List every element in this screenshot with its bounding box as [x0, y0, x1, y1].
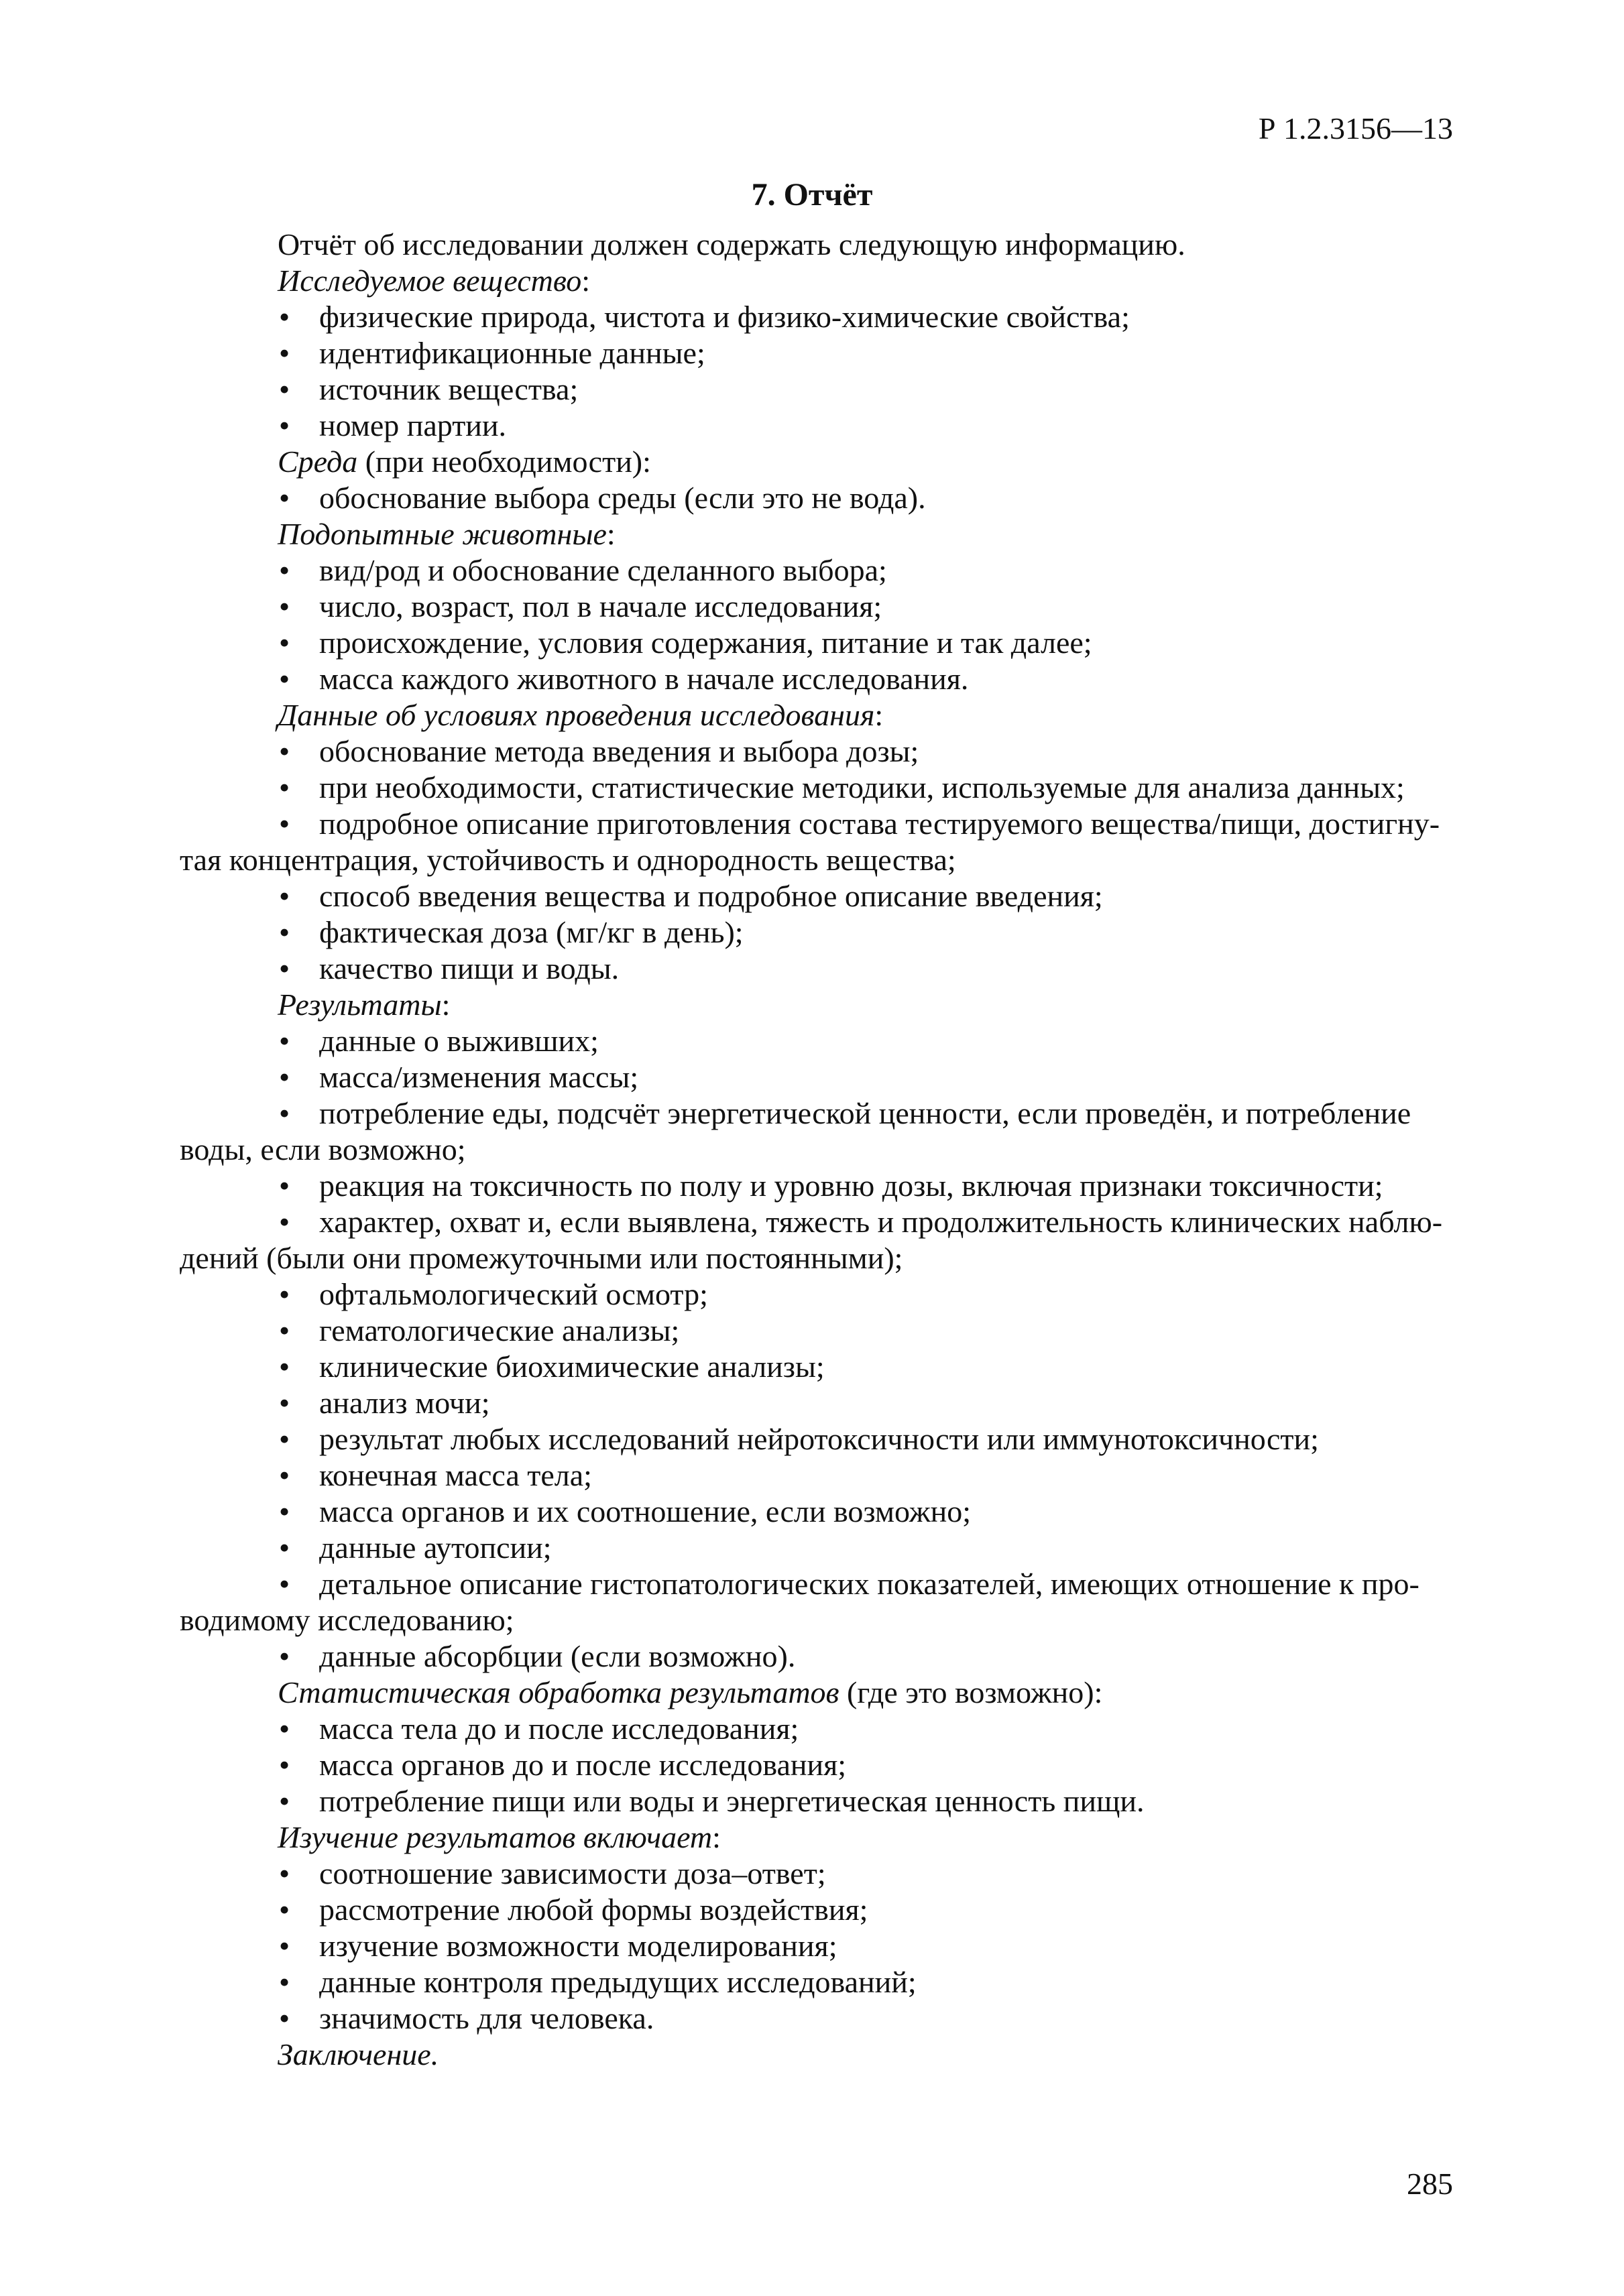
conclusion-heading: Заключение. — [278, 2037, 439, 2071]
document-code: Р 1.2.3156—13 — [1258, 111, 1453, 145]
list-item: • данные абсорбции (если возможно). — [180, 1638, 1455, 1675]
list-item: • результат любых исследований нейротоксичности или иммунотоксичности; — [180, 1421, 1455, 1457]
list-item: • способ введения вещества и подробное описание введения; — [180, 878, 1455, 914]
page-number: 285 — [1407, 2167, 1453, 2201]
list-item-wrapped: • детальное описание гистопатологических показателей, имеющих отношение к про- — [180, 1566, 1455, 1602]
list-item: • номер партии. — [180, 408, 1455, 444]
list-item: • масса органов и их соотношение, если возможно; — [180, 1494, 1455, 1530]
list-item: • масса каждого животного в начале исследования. — [180, 661, 1455, 697]
list-item: • офтальмологический осмотр; — [180, 1276, 1455, 1313]
list-item: • вид/род и обоснование сделанного выбора; — [180, 552, 1455, 589]
list-item: • гематологические анализы; — [180, 1313, 1455, 1349]
group-heading: Статистическая обработка результатов (где это возможно): — [278, 1675, 1103, 1709]
list-item: • реакция на токсичность по полу и уровню дозы, включая признаки токсичности; — [180, 1168, 1455, 1204]
list-item-wrapped: • характер, охват и, если выявлена, тяжесть и продолжительность клинических наблю- — [180, 1204, 1455, 1240]
group-heading: Данные об условиях проведения исследования: — [278, 698, 884, 732]
list-item: • обоснование выбора среды (если это не вода). — [180, 480, 1455, 516]
list-item: • качество пищи и воды. — [180, 951, 1455, 987]
list-item: • фактическая доза (мг/кг в день); — [180, 914, 1455, 951]
list-item: • данные контроля предыдущих исследований; — [180, 1964, 1455, 2000]
list-item-continuation: водимому исследованию; — [180, 1603, 514, 1637]
list-item: • источник вещества; — [180, 371, 1455, 408]
list-item: • обоснование метода введения и выбора дозы; — [180, 733, 1455, 770]
list-item-continuation: воды, если возможно; — [180, 1132, 466, 1166]
list-item: • клинические биохимические анализы; — [180, 1349, 1455, 1385]
section-heading: 7. Отчёт — [751, 177, 873, 213]
list-item: • физические природа, чистота и физико-химические свойства; — [180, 299, 1455, 335]
list-item-wrapped: • подробное описание приготовления состава тестируемого вещества/пищи, достигну- — [180, 806, 1455, 842]
list-item-continuation: дений (были они промежуточными или постоянными); — [180, 1241, 903, 1275]
group-heading: Изучение результатов включает: — [278, 1820, 721, 1854]
group-heading: Среда (при необходимости): — [278, 444, 651, 479]
list-item-wrapped: • потребление еды, подсчёт энергетической ценности, если проведён, и потребление — [180, 1095, 1455, 1132]
list-item: • масса тела до и после исследования; — [180, 1711, 1455, 1747]
list-item: • данные о выживших; — [180, 1023, 1455, 1059]
list-item: • значимость для человека. — [180, 2000, 1455, 2037]
list-item: • конечная масса тела; — [180, 1457, 1455, 1494]
list-item: • при необходимости, статистические методики, используемые для анализа данных; — [180, 770, 1455, 806]
list-item-continuation: тая концентрация, устойчивость и однородность вещества; — [180, 843, 956, 877]
list-item: • идентификационные данные; — [180, 335, 1455, 371]
list-item: • изучение возможности моделирования; — [180, 1928, 1455, 1964]
list-item: • анализ мочи; — [180, 1385, 1455, 1421]
report-content — [180, 227, 1455, 2073]
list-item: • рассмотрение любой формы воздействия; — [180, 1892, 1455, 1928]
list-item: • данные аутопсии; — [180, 1530, 1455, 1566]
list-item: • число, возраст, пол в начале исследования; — [180, 589, 1455, 625]
group-heading: Подопытные животные: — [278, 517, 616, 551]
list-item: • масса/изменения массы; — [180, 1059, 1455, 1095]
list-item: • потребление пищи или воды и энергетическая ценность пищи. — [180, 1783, 1455, 1819]
list-item: • происхождение, условия содержания, питание и так далее; — [180, 625, 1455, 661]
group-heading: Исследуемое вещество: — [278, 263, 590, 298]
intro-paragraph: Отчёт об исследовании должен содержать следующую информацию. — [278, 227, 1185, 261]
list-item: • масса органов до и после исследования; — [180, 1747, 1455, 1783]
list-item: • соотношение зависимости доза–ответ; — [180, 1856, 1455, 1892]
group-heading: Результаты: — [278, 987, 451, 1022]
